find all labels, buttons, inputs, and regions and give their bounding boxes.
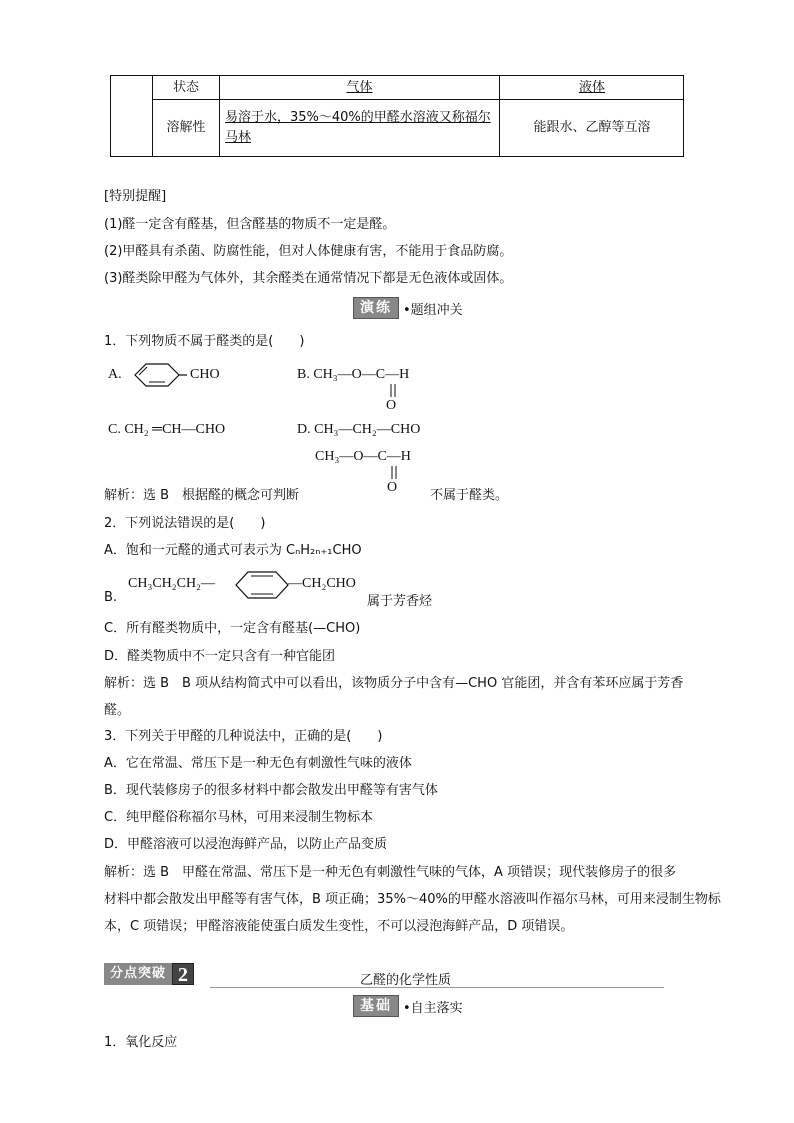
q2-answer-line: 解析：选 B B 项从结构简式中可以看出，该物质分子中含有—CHO 官能团，并含有苯环应属于芳香	[104, 676, 684, 691]
table-row-label: 溶解性	[166, 120, 206, 135]
q2-option-b-right: —CH₂CHO	[288, 576, 356, 591]
q1-option-b: B. CH₃—O—C—H	[297, 367, 410, 382]
q2-option-c: C．所有醛类物质中，一定含有醛基(—CHO)	[104, 621, 361, 636]
q1-option-d: D. CH₃—CH₂—CHO	[297, 422, 421, 437]
table-cell-gas-solubility: 易溶于水，35%～40%的甲醛水溶液又称福尔马林	[225, 110, 491, 145]
q1-stem: 1．下列物质不属于醛类的是( )	[104, 334, 305, 349]
q1-option-a-tail: CHO	[190, 367, 220, 382]
section-rule	[210, 987, 664, 988]
benzene-ring-icon	[127, 360, 187, 390]
double-bond-mark	[388, 384, 398, 398]
q2-option-b-left: CH₃CH₂CH₂—	[128, 576, 215, 591]
practice-section-bar	[353, 298, 463, 318]
practice-tag: 演练	[353, 297, 399, 319]
q3-option-d: D．甲醛溶液可以浸泡海鲜产品，以防止产品变质	[104, 837, 388, 852]
tip-item: (2)甲醛具有杀菌、防腐性能，但对人体健康有害，不能用于食品防腐。	[104, 244, 513, 259]
q2-answer-line: 醛。	[104, 703, 131, 718]
tip-item: (1)醛一定含有醛基，但含醛基的物质不一定是醛。	[104, 217, 396, 232]
table-cell-liquid-solubility: 能跟水、乙醇等互溶	[533, 120, 651, 135]
basic-section-bar	[353, 996, 463, 1016]
section-2-badge	[104, 963, 194, 985]
section-label: 分点突破	[104, 963, 172, 985]
q3-option-a: A．它在常温、常压下是一种无色有刺激性气味的液体	[104, 756, 412, 771]
q2-option-b-label: B.	[104, 590, 118, 605]
q1-answer: 解析：选 B 根据醛的概念可判断	[104, 488, 300, 503]
q3-option-b: B．现代装修房子的很多材料中都会散发出甲醛等有害气体	[104, 783, 438, 798]
q2-option-a: A．饱和一元醛的通式可表示为 CₙH₂ₙ₊₁CHO	[104, 543, 362, 558]
q1-answer-structure: CH₃—O—C—H	[315, 449, 411, 464]
double-bond-mark	[389, 466, 399, 480]
q3-stem: 3．下列关于甲醛的几种说法中，正确的是( )	[104, 729, 383, 744]
q3-answer-line: 本，C 项错误；甲醛溶液能使蛋白质发生变性，不可以浸泡海鲜产品，D 项错误。	[104, 919, 574, 934]
table-header-gas: 气体	[346, 79, 373, 95]
properties-table	[110, 75, 684, 157]
practice-subtitle: •题组冲关	[403, 302, 463, 318]
q3-option-c: C．纯甲醛俗称福尔马林，可用来浸制生物标本	[104, 810, 374, 825]
section-number: 2	[172, 963, 194, 985]
q2-stem: 2．下列说法错误的是( )	[104, 516, 266, 531]
item-heading: 1．氧化反应	[104, 1035, 178, 1050]
q3-answer-line: 解析：选 B 甲醛在常温、常压下是一种无色有刺激性气味的气体，A 项错误；现代装修房子的很多	[104, 865, 677, 880]
q2-option-d: D．醛类物质中不一定只含有一种官能团	[104, 649, 336, 664]
q1-option-a-label: A.	[108, 367, 122, 382]
tips-title: [特别提醒]	[104, 189, 167, 204]
q1-answer-oxygen: O	[387, 480, 398, 495]
q3-answer-line: 材料中都会散发出甲醛等有害气体，B 项正确；35%～40%的甲醛水溶液叫作福尔马林，可用来浸制生物标	[104, 892, 721, 907]
basic-subtitle: •自主落实	[403, 1000, 463, 1016]
table-header-liquid: 液体	[578, 79, 605, 95]
section-title: 乙醛的化学性质	[360, 973, 452, 988]
basic-tag: 基础	[353, 995, 399, 1017]
table-header-state: 状态	[172, 79, 199, 95]
q1-option-c: C. CH₂ ═CH—CHO	[108, 422, 226, 437]
q1-answer-suffix: 不属于醛类。	[430, 488, 509, 503]
tip-item: (3)醛类除甲醛为气体外，其余醛类在通常情况下都是无色液体或固体。	[104, 271, 513, 286]
benzene-ring-icon	[232, 568, 292, 602]
q2-option-b-suffix: 属于芳香烃	[367, 594, 433, 609]
q1-option-b-oxygen: O	[386, 398, 397, 413]
